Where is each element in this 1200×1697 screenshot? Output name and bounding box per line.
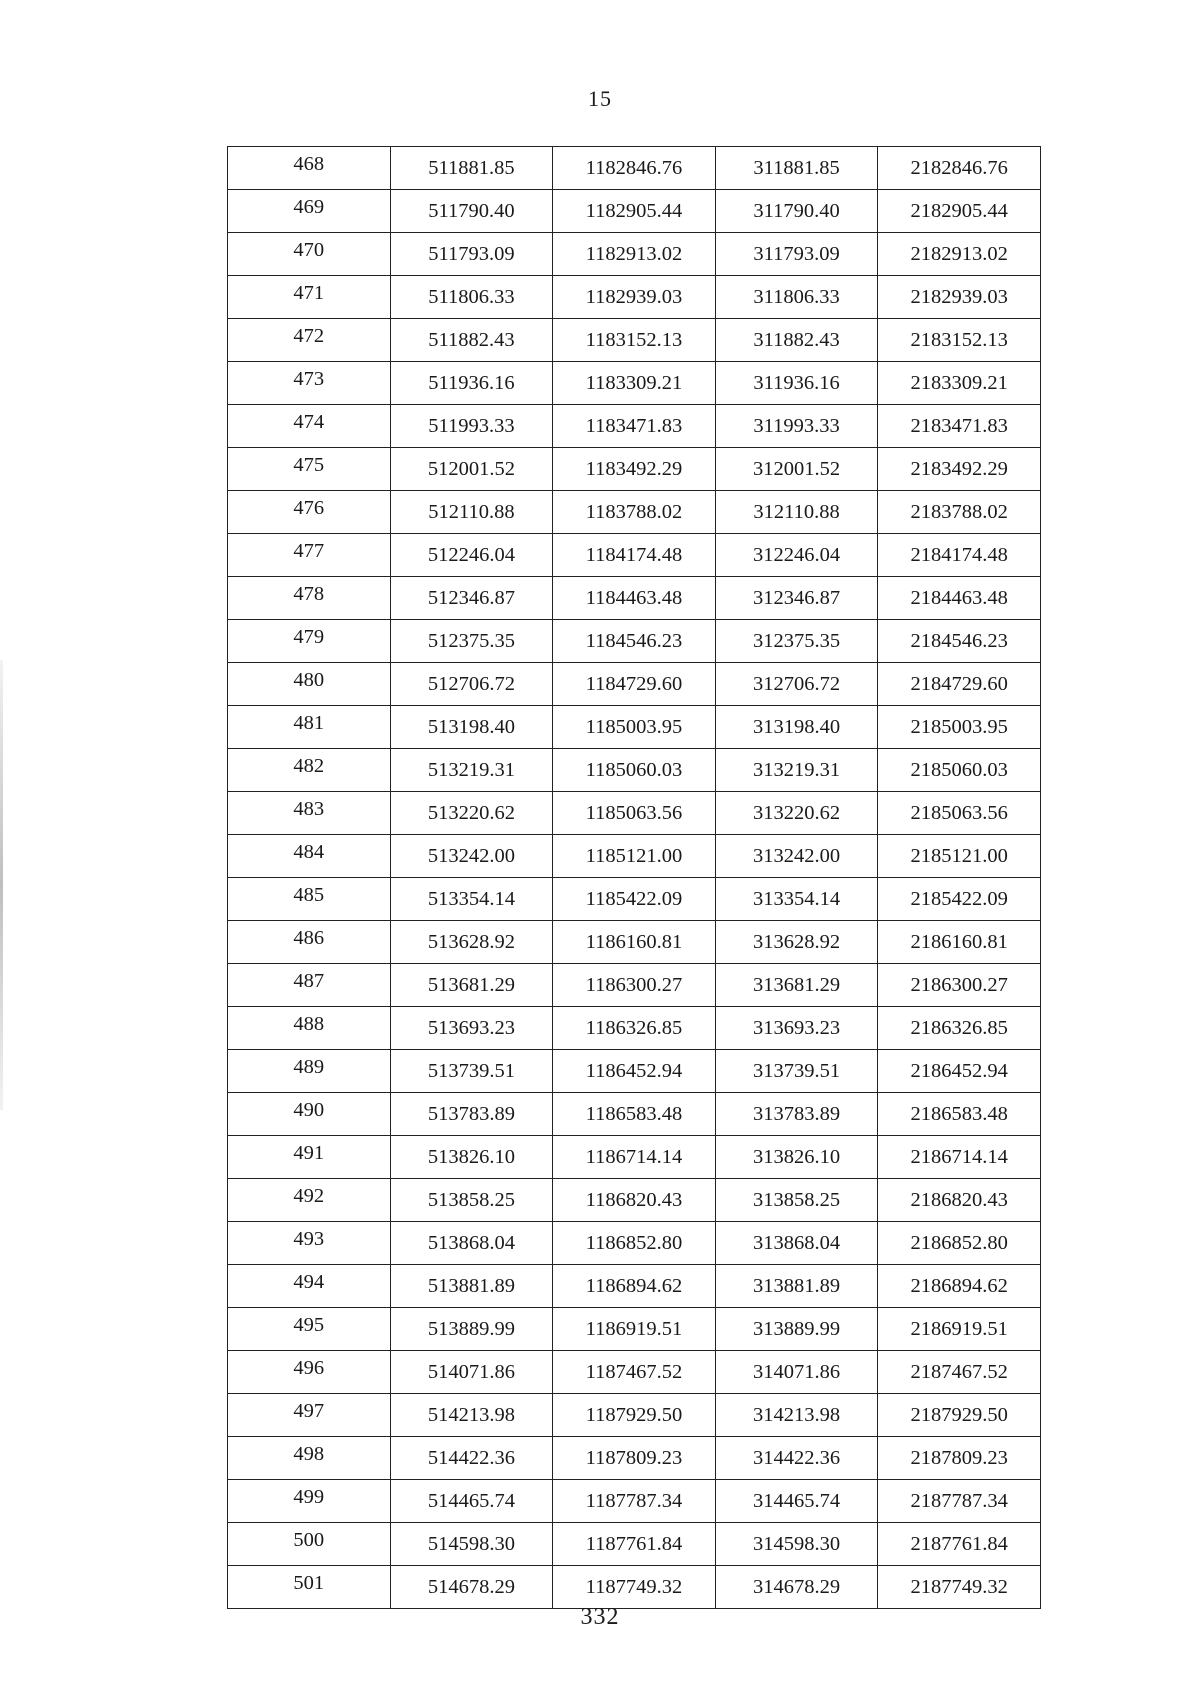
x2-coord-cell: 314598.30 <box>715 1523 878 1566</box>
y-coord-cell: 1186583.48 <box>553 1093 716 1136</box>
y2-coord-cell: 2186852.80 <box>878 1222 1041 1265</box>
y2-coord-cell: 2187749.32 <box>878 1566 1041 1609</box>
y-coord-cell: 1186714.14 <box>553 1136 716 1179</box>
x2-coord-cell: 314213.98 <box>715 1394 878 1437</box>
y-coord-cell: 1183309.21 <box>553 362 716 405</box>
y2-coord-cell: 2185121.00 <box>878 835 1041 878</box>
table-row <box>228 319 1041 362</box>
x2-coord-cell: 312375.35 <box>715 620 878 663</box>
x2-coord-cell: 313628.92 <box>715 921 878 964</box>
point-number-cell: 487 <box>228 964 391 1007</box>
x-coord-cell: 514465.74 <box>390 1480 553 1523</box>
x2-coord-cell: 311793.09 <box>715 233 878 276</box>
y2-coord-cell: 2183788.02 <box>878 491 1041 534</box>
table-row <box>228 620 1041 663</box>
table-row <box>228 1480 1041 1523</box>
point-number-cell: 477 <box>228 534 391 577</box>
y2-coord-cell: 2185063.56 <box>878 792 1041 835</box>
y-coord-cell: 1183788.02 <box>553 491 716 534</box>
x2-coord-cell: 314465.74 <box>715 1480 878 1523</box>
x-coord-cell: 512706.72 <box>390 663 553 706</box>
y2-coord-cell: 2182939.03 <box>878 276 1041 319</box>
point-number-cell: 480 <box>228 663 391 706</box>
point-number-cell: 476 <box>228 491 391 534</box>
x2-coord-cell: 312110.88 <box>715 491 878 534</box>
point-number-cell: 485 <box>228 878 391 921</box>
x-coord-cell: 513881.89 <box>390 1265 553 1308</box>
point-number-cell: 486 <box>228 921 391 964</box>
point-number-cell: 472 <box>228 319 391 362</box>
point-number-cell: 475 <box>228 448 391 491</box>
table-row <box>228 964 1041 1007</box>
point-number-cell: 498 <box>228 1437 391 1480</box>
y2-coord-cell: 2183492.29 <box>878 448 1041 491</box>
x2-coord-cell: 313693.23 <box>715 1007 878 1050</box>
y2-coord-cell: 2183471.83 <box>878 405 1041 448</box>
point-number-cell: 471 <box>228 276 391 319</box>
table-row <box>228 1394 1041 1437</box>
table-row <box>228 1265 1041 1308</box>
table-row <box>228 233 1041 276</box>
table-row <box>228 577 1041 620</box>
x-coord-cell: 514213.98 <box>390 1394 553 1437</box>
x-coord-cell: 511790.40 <box>390 190 553 233</box>
y-coord-cell: 1185422.09 <box>553 878 716 921</box>
x-coord-cell: 513219.31 <box>390 749 553 792</box>
table-row <box>228 1136 1041 1179</box>
y-coord-cell: 1187787.34 <box>553 1480 716 1523</box>
coordinate-table-body <box>228 147 1041 1609</box>
point-number-cell: 490 <box>228 1093 391 1136</box>
point-number-cell: 473 <box>228 362 391 405</box>
point-number-cell: 488 <box>228 1007 391 1050</box>
y-coord-cell: 1185121.00 <box>553 835 716 878</box>
table-row <box>228 491 1041 534</box>
x2-coord-cell: 311993.33 <box>715 405 878 448</box>
y2-coord-cell: 2186326.85 <box>878 1007 1041 1050</box>
table-row <box>228 276 1041 319</box>
x2-coord-cell: 313858.25 <box>715 1179 878 1222</box>
y-coord-cell: 1184174.48 <box>553 534 716 577</box>
y-coord-cell: 1184546.23 <box>553 620 716 663</box>
point-number-cell: 478 <box>228 577 391 620</box>
y-coord-cell: 1186452.94 <box>553 1050 716 1093</box>
x2-coord-cell: 312246.04 <box>715 534 878 577</box>
coordinate-table-container <box>227 146 1041 1609</box>
x-coord-cell: 513693.23 <box>390 1007 553 1050</box>
y2-coord-cell: 2183309.21 <box>878 362 1041 405</box>
point-number-cell: 484 <box>228 835 391 878</box>
x-coord-cell: 513242.00 <box>390 835 553 878</box>
y-coord-cell: 1187929.50 <box>553 1394 716 1437</box>
y-coord-cell: 1185060.03 <box>553 749 716 792</box>
x-coord-cell: 513354.14 <box>390 878 553 921</box>
table-row <box>228 147 1041 190</box>
page-footer-number: 332 <box>580 1604 620 1630</box>
x2-coord-cell: 313220.62 <box>715 792 878 835</box>
x-coord-cell: 513868.04 <box>390 1222 553 1265</box>
table-row <box>228 835 1041 878</box>
table-row <box>228 362 1041 405</box>
y2-coord-cell: 2184463.48 <box>878 577 1041 620</box>
table-row <box>228 1351 1041 1394</box>
y-coord-cell: 1184463.48 <box>553 577 716 620</box>
point-number-cell: 501 <box>228 1566 391 1609</box>
x-coord-cell: 514071.86 <box>390 1351 553 1394</box>
y-coord-cell: 1182905.44 <box>553 190 716 233</box>
point-number-cell: 479 <box>228 620 391 663</box>
x2-coord-cell: 312706.72 <box>715 663 878 706</box>
x-coord-cell: 511806.33 <box>390 276 553 319</box>
y-coord-cell: 1186852.80 <box>553 1222 716 1265</box>
table-row <box>228 1523 1041 1566</box>
table-row <box>228 1308 1041 1351</box>
x-coord-cell: 513826.10 <box>390 1136 553 1179</box>
x2-coord-cell: 313868.04 <box>715 1222 878 1265</box>
x-coord-cell: 513681.29 <box>390 964 553 1007</box>
x2-coord-cell: 311806.33 <box>715 276 878 319</box>
y-coord-cell: 1182846.76 <box>553 147 716 190</box>
point-number-cell: 492 <box>228 1179 391 1222</box>
x-coord-cell: 511793.09 <box>390 233 553 276</box>
x2-coord-cell: 313739.51 <box>715 1050 878 1093</box>
x-coord-cell: 513739.51 <box>390 1050 553 1093</box>
point-number-cell: 495 <box>228 1308 391 1351</box>
y2-coord-cell: 2186919.51 <box>878 1308 1041 1351</box>
table-row <box>228 706 1041 749</box>
table-row <box>228 1179 1041 1222</box>
y2-coord-cell: 2186820.43 <box>878 1179 1041 1222</box>
x2-coord-cell: 313826.10 <box>715 1136 878 1179</box>
table-row <box>228 1050 1041 1093</box>
table-row <box>228 921 1041 964</box>
x2-coord-cell: 313783.89 <box>715 1093 878 1136</box>
scan-edge-mark <box>0 660 3 1110</box>
y2-coord-cell: 2182846.76 <box>878 147 1041 190</box>
y-coord-cell: 1186820.43 <box>553 1179 716 1222</box>
x-coord-cell: 511881.85 <box>390 147 553 190</box>
table-row <box>228 190 1041 233</box>
point-number-cell: 491 <box>228 1136 391 1179</box>
x2-coord-cell: 313198.40 <box>715 706 878 749</box>
x-coord-cell: 512001.52 <box>390 448 553 491</box>
y-coord-cell: 1187809.23 <box>553 1437 716 1480</box>
x2-coord-cell: 311881.85 <box>715 147 878 190</box>
x2-coord-cell: 312346.87 <box>715 577 878 620</box>
y2-coord-cell: 2186300.27 <box>878 964 1041 1007</box>
y2-coord-cell: 2183152.13 <box>878 319 1041 362</box>
y2-coord-cell: 2186894.62 <box>878 1265 1041 1308</box>
point-number-cell: 482 <box>228 749 391 792</box>
y-coord-cell: 1185003.95 <box>553 706 716 749</box>
point-number-cell: 496 <box>228 1351 391 1394</box>
y-coord-cell: 1184729.60 <box>553 663 716 706</box>
table-row <box>228 878 1041 921</box>
x-coord-cell: 511993.33 <box>390 405 553 448</box>
table-row <box>228 1222 1041 1265</box>
point-number-cell: 494 <box>228 1265 391 1308</box>
y-coord-cell: 1186300.27 <box>553 964 716 1007</box>
point-number-cell: 500 <box>228 1523 391 1566</box>
page-header-number: 15 <box>588 86 612 111</box>
point-number-cell: 493 <box>228 1222 391 1265</box>
y-coord-cell: 1186894.62 <box>553 1265 716 1308</box>
point-number-cell: 468 <box>228 147 391 190</box>
y2-coord-cell: 2187929.50 <box>878 1394 1041 1437</box>
point-number-cell: 470 <box>228 233 391 276</box>
table-row <box>228 663 1041 706</box>
point-number-cell: 474 <box>228 405 391 448</box>
x-coord-cell: 514422.36 <box>390 1437 553 1480</box>
table-row <box>228 1437 1041 1480</box>
y-coord-cell: 1183492.29 <box>553 448 716 491</box>
y-coord-cell: 1182913.02 <box>553 233 716 276</box>
x2-coord-cell: 311790.40 <box>715 190 878 233</box>
y2-coord-cell: 2186452.94 <box>878 1050 1041 1093</box>
y-coord-cell: 1186919.51 <box>553 1308 716 1351</box>
x-coord-cell: 511936.16 <box>390 362 553 405</box>
y2-coord-cell: 2186714.14 <box>878 1136 1041 1179</box>
x2-coord-cell: 313889.99 <box>715 1308 878 1351</box>
y2-coord-cell: 2185003.95 <box>878 706 1041 749</box>
y2-coord-cell: 2185060.03 <box>878 749 1041 792</box>
y-coord-cell: 1186160.81 <box>553 921 716 964</box>
point-number-cell: 489 <box>228 1050 391 1093</box>
x-coord-cell: 511882.43 <box>390 319 553 362</box>
x-coord-cell: 514598.30 <box>390 1523 553 1566</box>
x-coord-cell: 513220.62 <box>390 792 553 835</box>
y2-coord-cell: 2182913.02 <box>878 233 1041 276</box>
y2-coord-cell: 2184546.23 <box>878 620 1041 663</box>
table-row <box>228 1007 1041 1050</box>
y-coord-cell: 1187467.52 <box>553 1351 716 1394</box>
table-row <box>228 405 1041 448</box>
y2-coord-cell: 2186160.81 <box>878 921 1041 964</box>
y2-coord-cell: 2184174.48 <box>878 534 1041 577</box>
x-coord-cell: 512375.35 <box>390 620 553 663</box>
x2-coord-cell: 313219.31 <box>715 749 878 792</box>
x-coord-cell: 513628.92 <box>390 921 553 964</box>
point-number-cell: 481 <box>228 706 391 749</box>
y2-coord-cell: 2185422.09 <box>878 878 1041 921</box>
y2-coord-cell: 2187761.84 <box>878 1523 1041 1566</box>
x2-coord-cell: 314678.29 <box>715 1566 878 1609</box>
x2-coord-cell: 314422.36 <box>715 1437 878 1480</box>
table-row <box>228 1566 1041 1609</box>
x-coord-cell: 514678.29 <box>390 1566 553 1609</box>
y-coord-cell: 1183471.83 <box>553 405 716 448</box>
x-coord-cell: 513889.99 <box>390 1308 553 1351</box>
x2-coord-cell: 311936.16 <box>715 362 878 405</box>
table-row <box>228 749 1041 792</box>
coordinate-table <box>227 146 1041 1609</box>
x2-coord-cell: 313354.14 <box>715 878 878 921</box>
x2-coord-cell: 313242.00 <box>715 835 878 878</box>
x2-coord-cell: 313881.89 <box>715 1265 878 1308</box>
y-coord-cell: 1185063.56 <box>553 792 716 835</box>
x-coord-cell: 512346.87 <box>390 577 553 620</box>
x-coord-cell: 513783.89 <box>390 1093 553 1136</box>
x2-coord-cell: 313681.29 <box>715 964 878 1007</box>
x2-coord-cell: 311882.43 <box>715 319 878 362</box>
point-number-cell: 469 <box>228 190 391 233</box>
x-coord-cell: 512246.04 <box>390 534 553 577</box>
y-coord-cell: 1187761.84 <box>553 1523 716 1566</box>
table-row <box>228 1093 1041 1136</box>
y2-coord-cell: 2187467.52 <box>878 1351 1041 1394</box>
x-coord-cell: 512110.88 <box>390 491 553 534</box>
x2-coord-cell: 312001.52 <box>715 448 878 491</box>
x-coord-cell: 513198.40 <box>390 706 553 749</box>
table-row <box>228 534 1041 577</box>
x2-coord-cell: 314071.86 <box>715 1351 878 1394</box>
y2-coord-cell: 2187787.34 <box>878 1480 1041 1523</box>
table-row <box>228 792 1041 835</box>
y-coord-cell: 1183152.13 <box>553 319 716 362</box>
y-coord-cell: 1187749.32 <box>553 1566 716 1609</box>
y2-coord-cell: 2187809.23 <box>878 1437 1041 1480</box>
point-number-cell: 497 <box>228 1394 391 1437</box>
y2-coord-cell: 2186583.48 <box>878 1093 1041 1136</box>
point-number-cell: 499 <box>228 1480 391 1523</box>
point-number-cell: 483 <box>228 792 391 835</box>
y2-coord-cell: 2184729.60 <box>878 663 1041 706</box>
y2-coord-cell: 2182905.44 <box>878 190 1041 233</box>
x-coord-cell: 513858.25 <box>390 1179 553 1222</box>
table-row <box>228 448 1041 491</box>
y-coord-cell: 1186326.85 <box>553 1007 716 1050</box>
y-coord-cell: 1182939.03 <box>553 276 716 319</box>
